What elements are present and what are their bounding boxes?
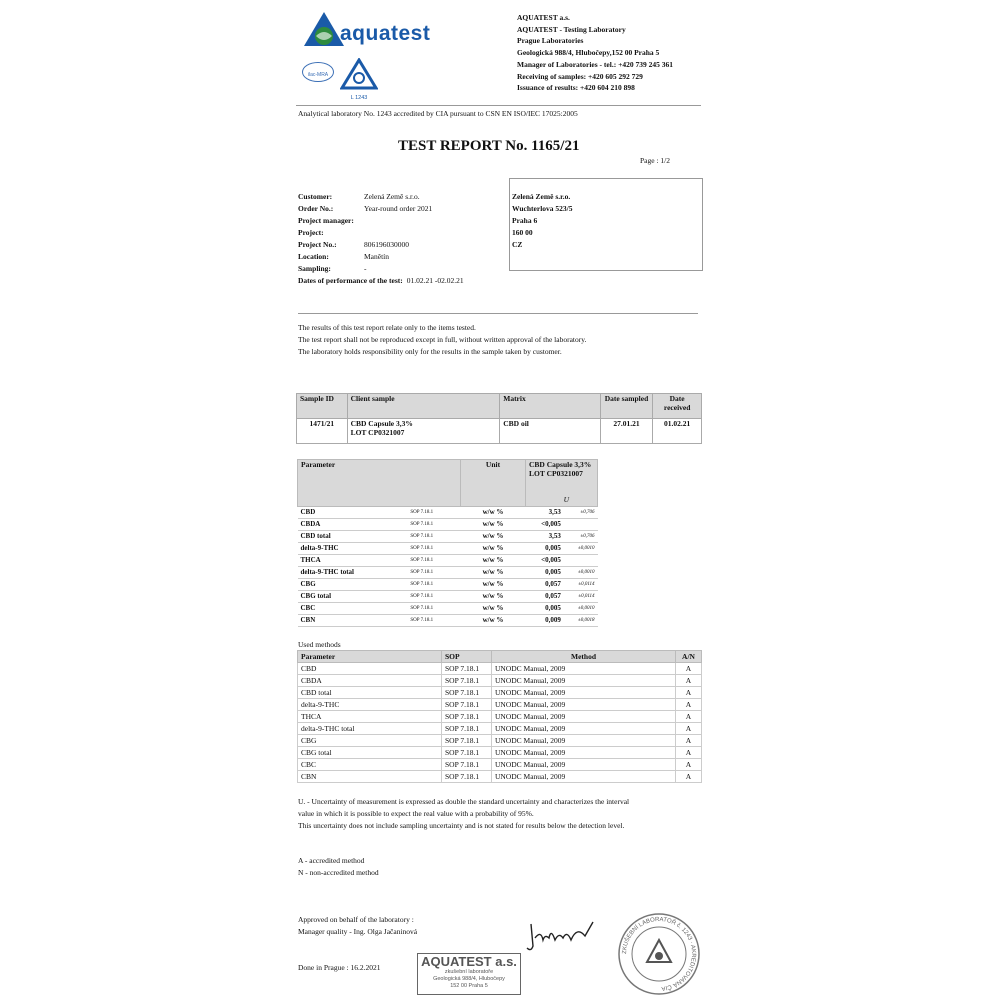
uncertainty-cell: ±0,0010 [564,567,598,579]
table-cell: delta-9-THC [298,699,442,711]
section-divider [298,313,698,314]
table-cell: SOP 7.18.1 [442,759,492,771]
unit-cell: w/w % [461,579,526,591]
sop-cell: SOP 7.18.1 [407,603,460,615]
uncertainty-cell [564,519,598,531]
uncertainty-cell: ±0,0114 [564,579,598,591]
uncertainty-note [298,796,629,832]
unit-cell: w/w % [461,555,526,567]
uncertainty-cell: ±0,0010 [564,603,598,615]
field-label: Project manager: [298,216,354,225]
column-header: A/N [676,651,702,663]
sample-header-label: CBD Capsule 3,3% LOT CP0321007 [529,460,592,478]
field-label: Dates of performance of the test: [298,276,403,285]
table-row [298,711,702,723]
note-line: This uncertainty does not include sampling uncertainty and is not stated for results below the detection level. [298,821,625,830]
table-row [298,531,598,543]
unit-cell: w/w % [461,507,526,519]
table-cell: SOP 7.18.1 [442,711,492,723]
table-cell: SOP 7.18.1 [442,747,492,759]
table-cell: UNODC Manual, 2009 [492,747,676,759]
table-cell: 1471/21 [297,419,348,444]
value-cell: 0,005 [526,603,564,615]
table-row [298,747,702,759]
field-value: 806196030000 [364,240,409,249]
parameter-cell: delta-9-THC total [298,567,408,579]
table-cell: UNODC Manual, 2009 [492,687,676,699]
table-cell: SOP 7.18.1 [442,687,492,699]
sop-cell: SOP 7.18.1 [407,579,460,591]
sop-cell: SOP 7.18.1 [407,519,460,531]
table-cell: A [676,675,702,687]
table-row [297,419,702,444]
field-label: Sampling: [298,264,331,273]
uncertainty-cell: ±0,0114 [564,591,598,603]
value-cell: 0,009 [526,615,564,627]
logo-text: aquatest [340,22,431,45]
table-cell: A [676,759,702,771]
field-value: Year-round order 2021 [364,204,433,213]
field-label: Project No.: [298,240,337,249]
sop-cell: SOP 7.18.1 [407,555,460,567]
table-row [298,591,598,603]
table-cell: SOP 7.18.1 [442,723,492,735]
sop-cell: SOP 7.18.1 [407,543,460,555]
address-line: Zelená Země s.r.o. [512,192,571,201]
value-cell: 0,057 [526,591,564,603]
disclaimer-line: The test report shall not be reproduced except in full, without written approval of the laboratory. [298,335,587,344]
table-row [298,603,598,615]
svg-text:ZKUŠEBNÍ LABORATOŘ č. 1243 · A: ZKUŠEBNÍ LABORATOŘ č. 1243 · AKREDITOVANÁ ČIA [621,916,697,991]
table-cell: A [676,747,702,759]
accreditation-statement: Analytical laboratory No. 1243 accredited by CIA pursuant to CSN EN ISO/IEC 17025:2005 [298,109,578,118]
field-label: Order No.: [298,204,334,213]
header-divider [296,105,701,106]
results-table [297,459,598,627]
stamp-line: Geologická 988/4, Hlubočepy [433,976,505,982]
table-cell: CBG total [298,747,442,759]
company-stamp [417,953,521,995]
table-cell: UNODC Manual, 2009 [492,723,676,735]
parameter-cell: CBG [298,579,408,591]
parameter-cell: CBDA [298,519,408,531]
ilac-mra-icon [302,62,334,82]
uncertainty-header: U [563,495,569,504]
field-value: - [364,264,367,273]
field-label: Project: [298,228,324,237]
note-line: value in which it is possible to expect the real value with a probability of 95%. [298,809,534,818]
info-line: Geologická 988/4, Hlubočepy,152 00 Praha 5 [517,48,660,58]
approval-line: Manager quality - Ing. Olga Jačaninová [298,927,418,936]
uncertainty-cell [564,555,598,567]
parameter-cell: CBN [298,615,408,627]
table-cell: UNODC Manual, 2009 [492,771,676,783]
info-line: AQUATEST a.s. [517,13,570,22]
method-legend [298,855,379,879]
table-cell: UNODC Manual, 2009 [492,663,676,675]
table-cell: SOP 7.18.1 [442,699,492,711]
sop-cell: SOP 7.18.1 [407,567,460,579]
table-cell: A [676,699,702,711]
parameter-cell: CBC [298,603,408,615]
sample-column-header [526,460,598,507]
column-header: Date received [653,394,702,419]
customer-address-box [509,178,703,271]
table-cell: CBD oil [500,419,600,444]
unit-cell: w/w % [461,543,526,555]
table-cell: CBD total [298,687,442,699]
table-row [298,507,598,519]
address-line: Praha 6 [512,216,538,225]
info-line: Prague Laboratories [517,36,584,46]
table-cell: 01.02.21 [653,419,702,444]
table-cell: CBN [298,771,442,783]
value-cell: 3,53 [526,531,564,543]
field-label: Location: [298,252,329,261]
value-cell: 0,057 [526,579,564,591]
table-cell: UNODC Manual, 2009 [492,699,676,711]
table-cell: CBDA [298,675,442,687]
info-line: AQUATEST - Testing Laboratory [517,24,626,34]
table-row [298,675,702,687]
unit-cell: w/w % [461,615,526,627]
note-line: U. - Uncertainty of measurement is expressed as double the standard uncertainty and characterizes the interval [298,797,630,806]
approval [298,914,417,938]
column-header: Unit [461,460,526,507]
table-cell: 27.01.21 [600,419,653,444]
disclaimer [298,322,586,358]
table-row [298,615,598,627]
column-header: Client sample [347,394,500,419]
lab-contact-info [517,12,673,94]
legend-line: A - accredited method [298,856,365,865]
field-value: Manětín [364,252,389,261]
used-methods-caption: Used methods [298,640,341,649]
value-cell: <0,005 [526,519,564,531]
parameter-cell: CBD total [298,531,408,543]
info-line: Receiving of samples: +420 605 292 729 [517,71,643,81]
approval-line: Approved on behalf of the laboratory : [298,915,414,924]
field-value: Zelená Země s.r.o. [364,192,420,201]
used-methods-table [297,650,702,783]
methods-body [298,663,702,783]
legend-line: N - non-accredited method [298,868,379,877]
column-header: SOP [442,651,492,663]
table-cell: A [676,687,702,699]
unit-cell: w/w % [461,591,526,603]
info-line: Manager of Laboratories - tel.: +420 739 245 361 [517,59,673,69]
signature-image [525,918,595,954]
table-cell: UNODC Manual, 2009 [492,759,676,771]
parameter-cell: CBG total [298,591,408,603]
column-header: Parameter [298,651,442,663]
table-row [298,771,702,783]
value-cell: 0,005 [526,543,564,555]
address-line: Wuchterlova 523/5 [512,204,573,213]
table-cell: A [676,663,702,675]
accreditation-seal-icon [617,912,701,996]
table-cell: SOP 7.18.1 [442,663,492,675]
table-row [298,723,702,735]
parameter-cell: CBD [298,507,408,519]
stamp-line: 152 00 Praha 5 [450,983,488,989]
sample-table [296,393,702,444]
disclaimer-line: The laboratory holds responsibility only for the results in the sample taken by customer. [298,347,562,356]
table-cell: CBC [298,759,442,771]
table-row [298,735,702,747]
table-cell: A [676,723,702,735]
field-label: Customer: [298,192,333,201]
results-body [298,507,598,627]
table-cell: UNODC Manual, 2009 [492,735,676,747]
parameter-cell: THCA [298,555,408,567]
column-header: Matrix [500,394,600,419]
table-row [298,555,598,567]
aquatest-logo [302,10,462,50]
table-cell: delta-9-THC total [298,723,442,735]
unit-cell: w/w % [461,519,526,531]
table-cell: UNODC Manual, 2009 [492,711,676,723]
table-row [298,519,598,531]
table-cell: CBD Capsule 3,3% LOT CP0321007 [347,419,500,444]
table-cell: CBG [298,735,442,747]
column-header: Parameter [298,460,461,507]
value-cell: <0,005 [526,555,564,567]
table-cell: A [676,771,702,783]
unit-cell: w/w % [461,603,526,615]
table-row [298,759,702,771]
ilac-label: ilac-MRA [307,72,329,78]
uncertainty-cell: ±0,0010 [564,543,598,555]
value-cell: 3,53 [526,507,564,519]
info-line: Issuance of results: +420 604 210 898 [517,83,635,93]
field-value: 01.02.21 -02.02.21 [406,276,464,285]
parameter-cell: delta-9-THC [298,543,408,555]
column-header: Sample ID [297,394,348,419]
table-cell: CBD [298,663,442,675]
table-row [298,687,702,699]
cia-accreditation-icon [340,58,378,101]
table-row [298,567,598,579]
table-cell: A [676,711,702,723]
accreditation-number: L 1243 [350,95,368,101]
sop-cell: SOP 7.18.1 [407,531,460,543]
customer-details [298,191,464,287]
table-row [298,543,598,555]
sop-cell: SOP 7.18.1 [407,615,460,627]
page-number: Page : 1/2 [640,156,670,165]
table-row [298,663,702,675]
unit-cell: w/w % [461,567,526,579]
uncertainty-cell: ±0,706 [564,531,598,543]
stamp-name: AQUATEST a.s. [421,954,517,969]
address-line: CZ [512,240,523,249]
column-header: Method [492,651,676,663]
table-cell: SOP 7.18.1 [442,675,492,687]
done-date: Done in Prague : 16.2.2021 [298,963,381,972]
table-cell: UNODC Manual, 2009 [492,675,676,687]
uncertainty-cell: ±0,0018 [564,615,598,627]
stamp-line: zkušební laboratoře [444,969,494,975]
value-cell: 0,005 [526,567,564,579]
table-cell: SOP 7.18.1 [442,735,492,747]
uncertainty-cell: ±0,706 [564,507,598,519]
table-row [298,579,598,591]
sop-cell: SOP 7.18.1 [407,507,460,519]
table-row [298,699,702,711]
report-title: TEST REPORT No. 1165/21 [398,138,580,154]
disclaimer-line: The results of this test report relate only to the items tested. [298,323,476,332]
address-line: 160 00 [512,228,533,237]
column-header: Date sampled [600,394,653,419]
sop-cell: SOP 7.18.1 [407,591,460,603]
unit-cell: w/w % [461,531,526,543]
table-cell: SOP 7.18.1 [442,771,492,783]
table-cell: A [676,735,702,747]
table-cell: THCA [298,711,442,723]
